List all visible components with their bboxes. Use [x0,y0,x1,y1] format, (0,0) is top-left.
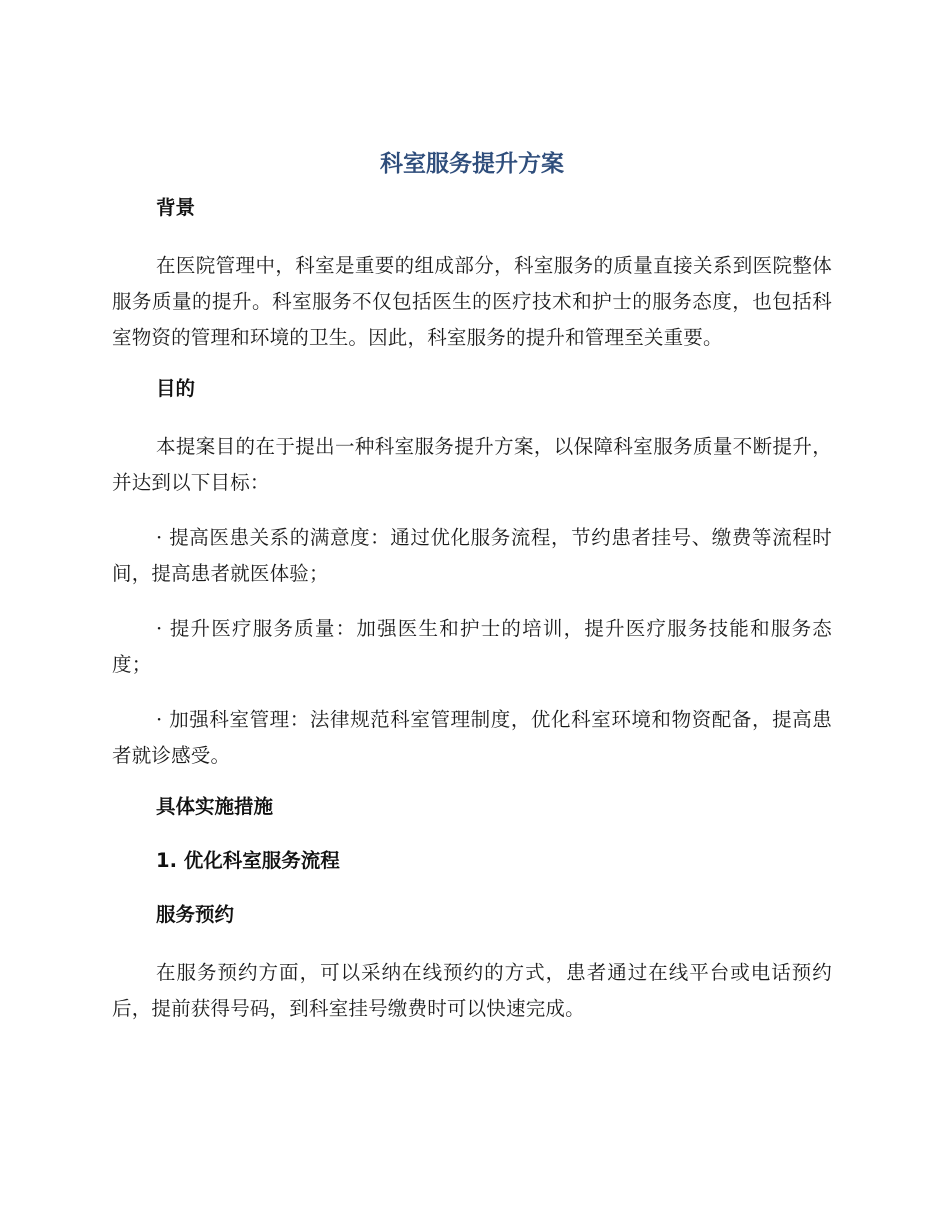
paragraph-background: 在医院管理中，科室是重要的组成部分，科室服务的质量直接关系到医院整体服务质量的提升。科室服务不仅包括医生的医疗技术和护士的服务态度，也包括科室物资的管理和环境的卫生。因此，科室服务的提升和管理至关重要。 [112,254,832,349]
section-heading-purpose: 目的 [156,377,196,400]
document-title: 科室服务提升方案 [380,151,564,177]
bullet-goal-quality: · 提升医疗服务质量：加强医生和护士的培训，提升医疗服务技能和服务态度； [112,617,832,676]
paragraph-purpose: 本提案目的在于提出一种科室服务提升方案，以保障科室服务质量不断提升，并达到以下目标： [112,435,832,494]
section-heading-measures: 具体实施措施 [156,795,274,818]
paragraph-appointment: 在服务预约方面，可以采纳在线预约的方式，患者通过在线平台或电话预约后，提前获得号码，到科室挂号缴费时可以快速完成。 [112,961,832,1020]
subsection-heading-optimize-process: 1. 优化科室服务流程 [156,849,340,872]
document-page [112,148,832,1046]
section-heading-background: 背景 [156,196,196,219]
bullet-goal-management: · 加强科室管理：法律规范科室管理制度，优化科室环境和物资配备，提高患者就诊感受。 [112,708,832,767]
subsection-heading-appointment: 服务预约 [156,903,235,926]
bullet-goal-satisfaction: · 提高医患关系的满意度：通过优化服务流程，节约患者挂号、缴费等流程时间，提高患者就医体验； [112,526,832,585]
